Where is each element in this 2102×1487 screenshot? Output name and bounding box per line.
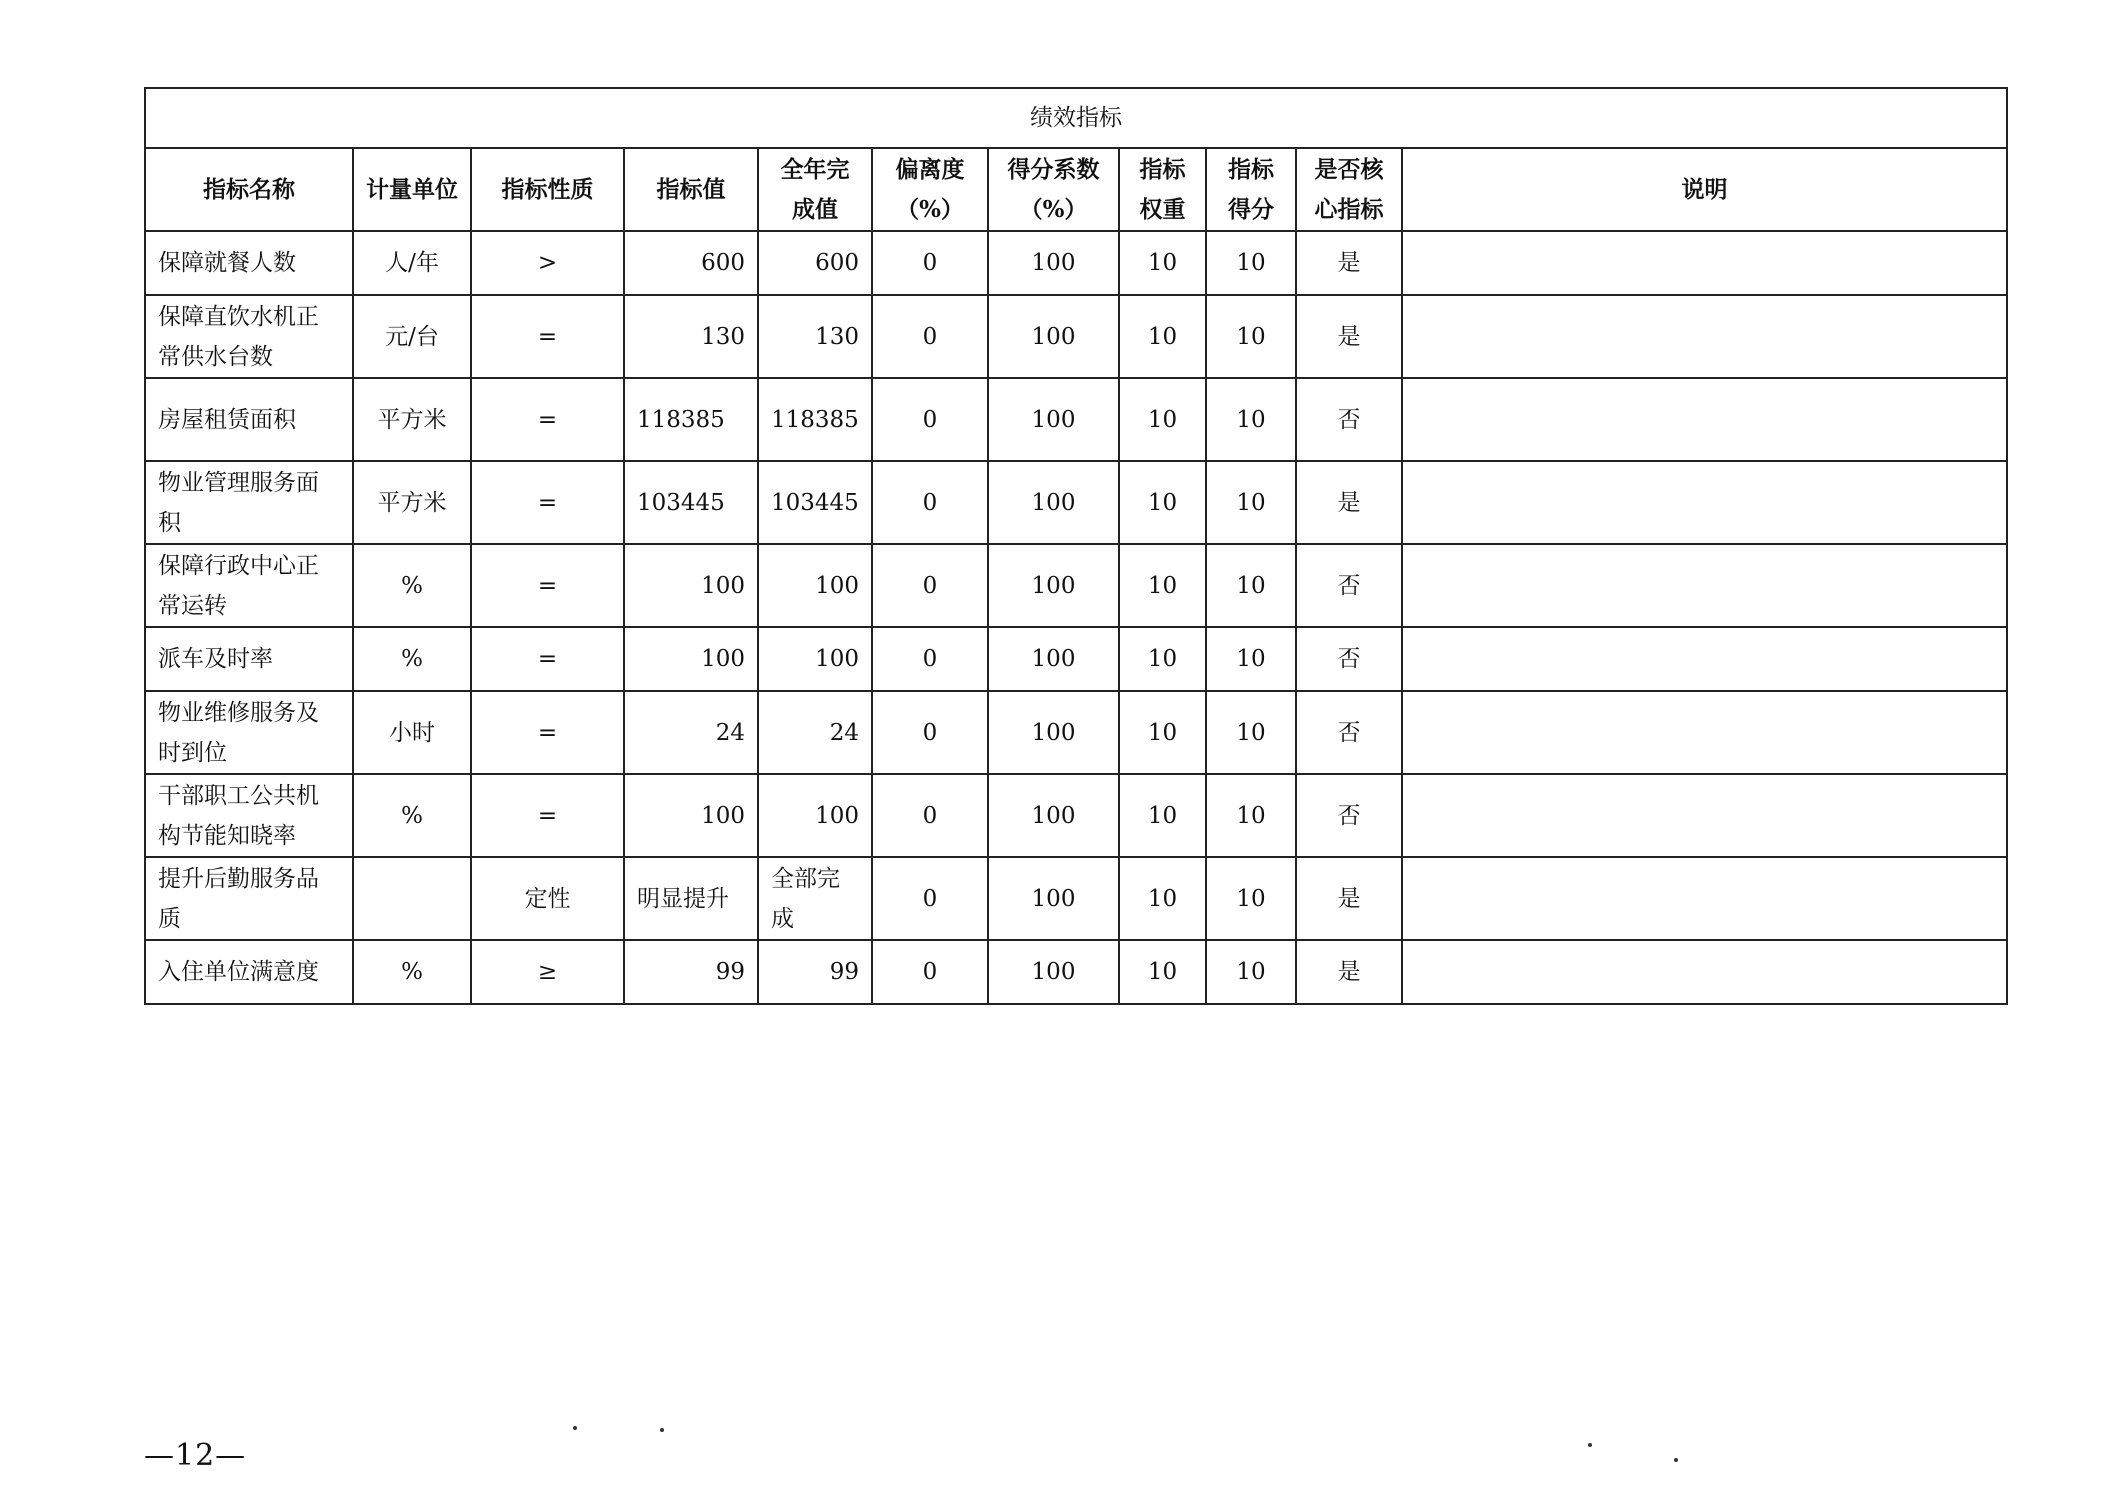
cell-nature: =	[471, 627, 624, 691]
cell-score-coefficient: 100	[988, 295, 1119, 378]
table-row	[145, 544, 2007, 627]
cell-unit: %	[353, 940, 471, 1004]
cell-annual-actual: 100	[758, 544, 872, 627]
scan-speck	[573, 1426, 577, 1430]
scan-speck	[660, 1428, 664, 1432]
cell-indicator-name: 保障行政中心正常运转	[145, 544, 353, 627]
cell-unit: 平方米	[353, 461, 471, 544]
cell-annual-actual: 600	[758, 231, 872, 295]
cell-score-coefficient: 100	[988, 691, 1119, 774]
cell-weight: 10	[1119, 231, 1206, 295]
cell-unit: 元/台	[353, 295, 471, 378]
header-score-coefficient: 得分系数（%）	[988, 148, 1119, 231]
cell-unit: 人/年	[353, 231, 471, 295]
cell-deviation: 0	[872, 774, 988, 857]
page-number: —12—	[144, 1438, 247, 1473]
cell-target-value: 600	[624, 231, 758, 295]
cell-deviation: 0	[872, 378, 988, 461]
cell-deviation: 0	[872, 544, 988, 627]
cell-indicator-name: 物业管理服务面积	[145, 461, 353, 544]
cell-score-coefficient: 100	[988, 627, 1119, 691]
cell-remarks	[1402, 378, 2007, 461]
cell-nature: =	[471, 774, 624, 857]
cell-annual-actual: 100	[758, 627, 872, 691]
cell-weight: 10	[1119, 940, 1206, 1004]
cell-remarks	[1402, 461, 2007, 544]
cell-score: 10	[1206, 544, 1296, 627]
cell-unit: 平方米	[353, 378, 471, 461]
cell-core-indicator: 否	[1296, 627, 1402, 691]
cell-score-coefficient: 100	[988, 378, 1119, 461]
cell-core-indicator: 否	[1296, 378, 1402, 461]
header-core-indicator: 是否核心指标	[1296, 148, 1402, 231]
cell-score-coefficient: 100	[988, 231, 1119, 295]
cell-weight: 10	[1119, 461, 1206, 544]
cell-target-value: 24	[624, 691, 758, 774]
cell-score: 10	[1206, 378, 1296, 461]
cell-score: 10	[1206, 774, 1296, 857]
cell-annual-actual: 24	[758, 691, 872, 774]
header-unit: 计量单位	[353, 148, 471, 231]
cell-target-value: 103445	[624, 461, 758, 544]
cell-nature: 定性	[471, 857, 624, 940]
cell-deviation: 0	[872, 857, 988, 940]
cell-deviation: 0	[872, 295, 988, 378]
table-row	[145, 691, 2007, 774]
cell-nature: =	[471, 378, 624, 461]
performance-indicator-table	[144, 87, 2008, 1005]
header-deviation: 偏离度（%）	[872, 148, 988, 231]
table-title: 绩效指标	[145, 88, 2007, 148]
cell-annual-actual: 118385	[758, 378, 872, 461]
cell-remarks	[1402, 774, 2007, 857]
cell-deviation: 0	[872, 940, 988, 1004]
header-remarks: 说明	[1402, 148, 2007, 231]
cell-target-value: 100	[624, 544, 758, 627]
header-weight: 指标权重	[1119, 148, 1206, 231]
cell-indicator-name: 提升后勤服务品质	[145, 857, 353, 940]
cell-indicator-name: 房屋租赁面积	[145, 378, 353, 461]
cell-annual-actual: 130	[758, 295, 872, 378]
table-title-row	[145, 88, 2007, 148]
cell-unit	[353, 857, 471, 940]
cell-weight: 10	[1119, 295, 1206, 378]
cell-indicator-name: 保障直饮水机正常供水台数	[145, 295, 353, 378]
cell-score: 10	[1206, 857, 1296, 940]
cell-score: 10	[1206, 940, 1296, 1004]
cell-weight: 10	[1119, 691, 1206, 774]
cell-unit: %	[353, 774, 471, 857]
cell-unit: 小时	[353, 691, 471, 774]
cell-score: 10	[1206, 691, 1296, 774]
cell-nature: =	[471, 461, 624, 544]
scan-speck	[1588, 1443, 1592, 1447]
cell-score: 10	[1206, 627, 1296, 691]
cell-score-coefficient: 100	[988, 774, 1119, 857]
cell-weight: 10	[1119, 544, 1206, 627]
cell-score: 10	[1206, 295, 1296, 378]
table-row	[145, 940, 2007, 1004]
cell-annual-actual: 100	[758, 774, 872, 857]
cell-deviation: 0	[872, 627, 988, 691]
cell-core-indicator: 是	[1296, 857, 1402, 940]
cell-nature: =	[471, 295, 624, 378]
cell-target-value: 130	[624, 295, 758, 378]
table-row	[145, 378, 2007, 461]
table-row	[145, 774, 2007, 857]
cell-core-indicator: 是	[1296, 461, 1402, 544]
cell-target-value: 100	[624, 774, 758, 857]
table-row	[145, 295, 2007, 378]
cell-nature: =	[471, 691, 624, 774]
table-row	[145, 857, 2007, 940]
cell-score: 10	[1206, 231, 1296, 295]
cell-indicator-name: 入住单位满意度	[145, 940, 353, 1004]
header-target-value: 指标值	[624, 148, 758, 231]
cell-indicator-name: 物业维修服务及时到位	[145, 691, 353, 774]
cell-weight: 10	[1119, 627, 1206, 691]
cell-score-coefficient: 100	[988, 940, 1119, 1004]
cell-score-coefficient: 100	[988, 857, 1119, 940]
cell-weight: 10	[1119, 774, 1206, 857]
cell-target-value: 118385	[624, 378, 758, 461]
header-nature: 指标性质	[471, 148, 624, 231]
cell-remarks	[1402, 544, 2007, 627]
cell-core-indicator: 否	[1296, 774, 1402, 857]
cell-deviation: 0	[872, 461, 988, 544]
cell-remarks	[1402, 940, 2007, 1004]
cell-core-indicator: 否	[1296, 691, 1402, 774]
cell-target-value: 99	[624, 940, 758, 1004]
cell-nature: ≥	[471, 940, 624, 1004]
cell-deviation: 0	[872, 691, 988, 774]
cell-indicator-name: 派车及时率	[145, 627, 353, 691]
cell-annual-actual: 全部完成	[758, 857, 872, 940]
cell-unit: %	[353, 627, 471, 691]
cell-remarks	[1402, 627, 2007, 691]
table-row	[145, 461, 2007, 544]
cell-score-coefficient: 100	[988, 461, 1119, 544]
cell-target-value: 明显提升	[624, 857, 758, 940]
cell-score-coefficient: 100	[988, 544, 1119, 627]
table-row	[145, 231, 2007, 295]
cell-weight: 10	[1119, 857, 1206, 940]
cell-target-value: 100	[624, 627, 758, 691]
scan-speck	[1674, 1458, 1678, 1462]
header-indicator-name: 指标名称	[145, 148, 353, 231]
cell-remarks	[1402, 295, 2007, 378]
cell-unit: %	[353, 544, 471, 627]
cell-score: 10	[1206, 461, 1296, 544]
cell-indicator-name: 干部职工公共机构节能知晓率	[145, 774, 353, 857]
cell-core-indicator: 是	[1296, 295, 1402, 378]
cell-core-indicator: 否	[1296, 544, 1402, 627]
cell-weight: 10	[1119, 378, 1206, 461]
cell-annual-actual: 99	[758, 940, 872, 1004]
cell-annual-actual: 103445	[758, 461, 872, 544]
cell-remarks	[1402, 691, 2007, 774]
cell-core-indicator: 是	[1296, 940, 1402, 1004]
cell-core-indicator: 是	[1296, 231, 1402, 295]
header-annual-actual: 全年完成值	[758, 148, 872, 231]
cell-remarks	[1402, 857, 2007, 940]
cell-nature: =	[471, 544, 624, 627]
table-header-row	[145, 148, 2007, 231]
cell-remarks	[1402, 231, 2007, 295]
header-score: 指标得分	[1206, 148, 1296, 231]
cell-deviation: 0	[872, 231, 988, 295]
cell-nature: >	[471, 231, 624, 295]
cell-indicator-name: 保障就餐人数	[145, 231, 353, 295]
table-row	[145, 627, 2007, 691]
